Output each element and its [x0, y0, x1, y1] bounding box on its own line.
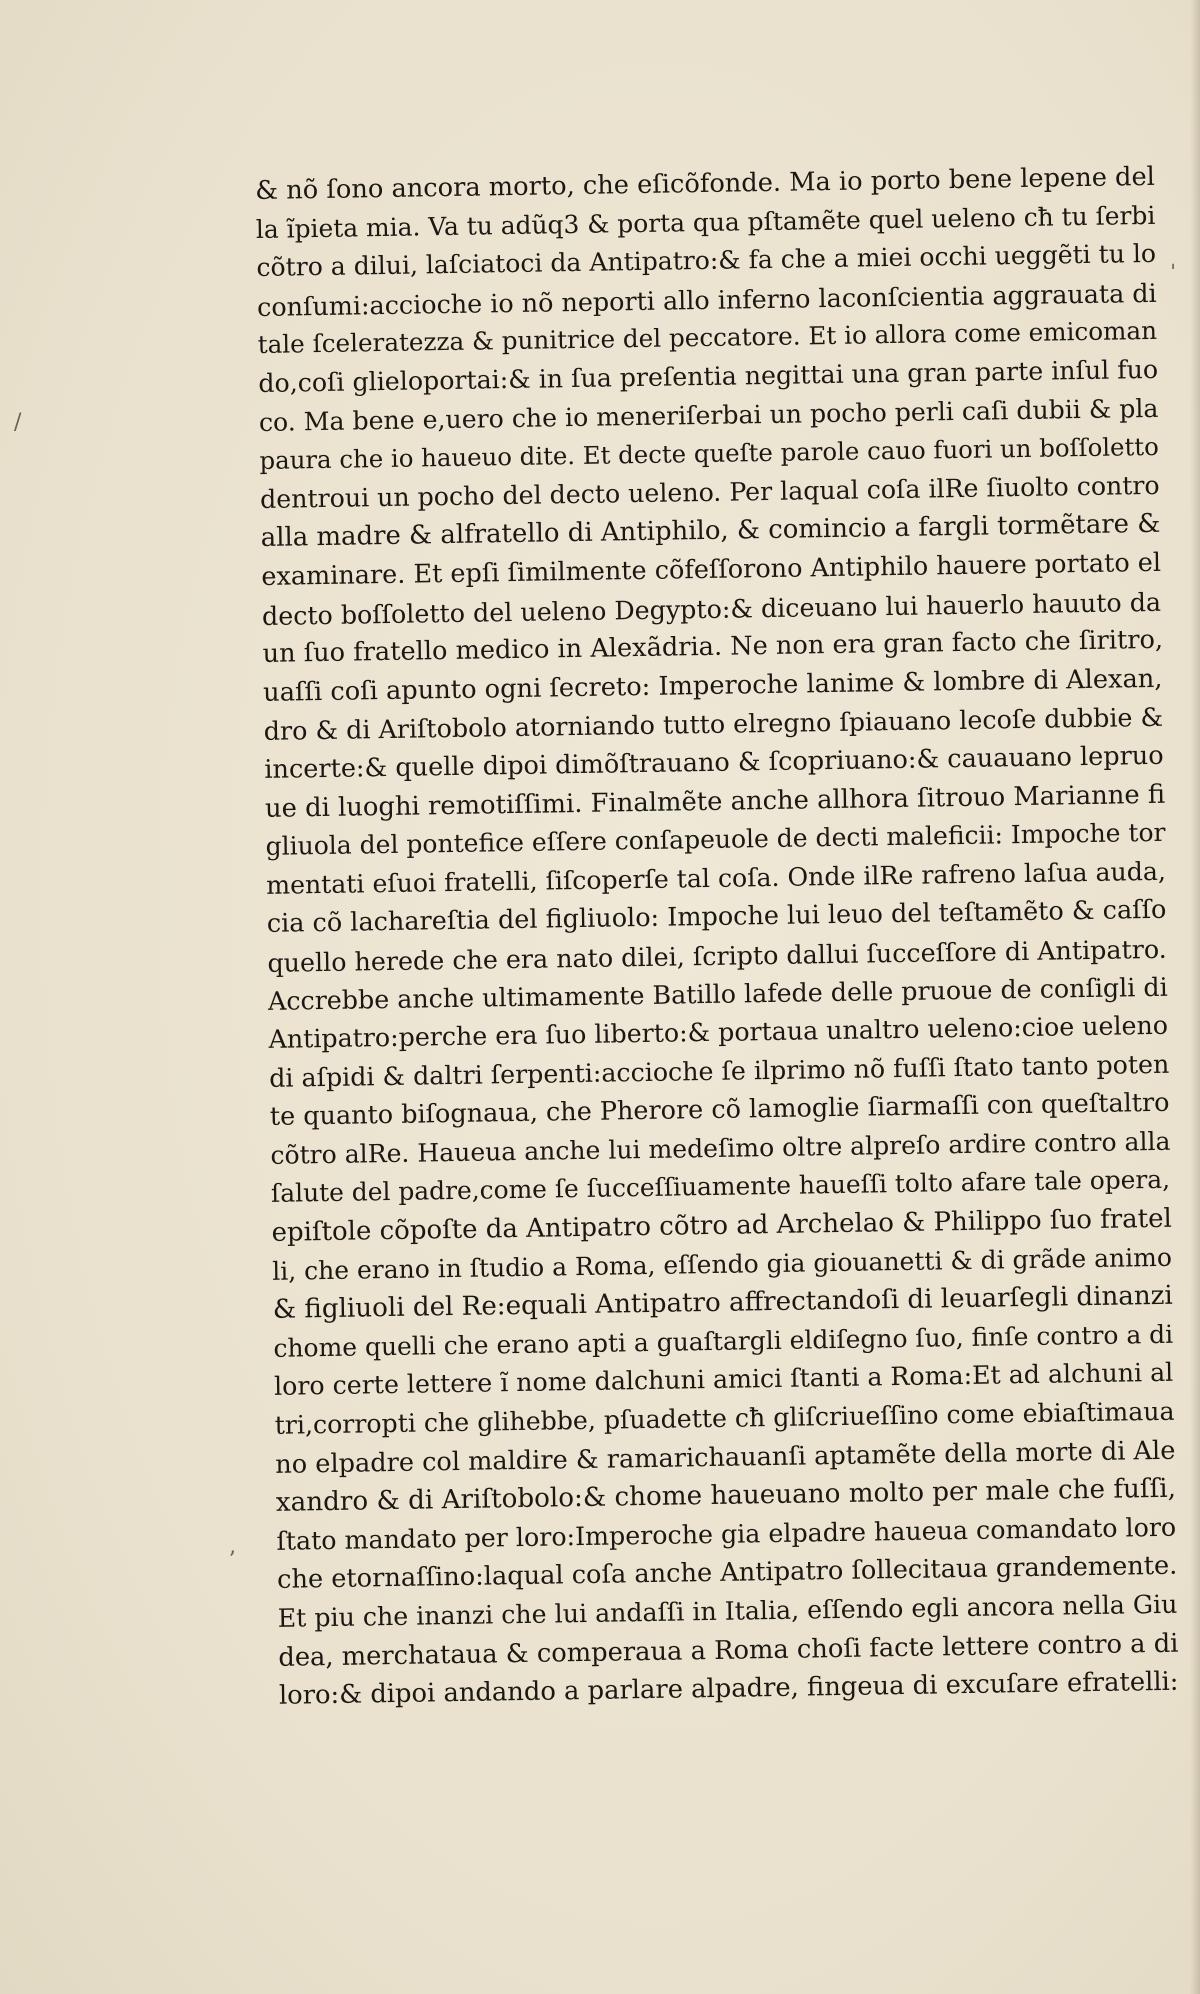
- text-line: cõtro a dilui, laſciatoci da Antipatro:& fa che a miei occhi ueggẽti tu lo: [256, 239, 1157, 283]
- text-line: Antipatro:perche era ſuo liberto:& portaua unaltro ueleno:cioe ueleno: [268, 1010, 1169, 1054]
- text-line: quello herede che era nato dilei, ſcripto dallui ſucceſſore di Antipatro.: [267, 933, 1167, 978]
- text-line: mentati eſuoi fratelli, ſiſcoperſe tal coſa. Onde ilRe rafreno laſua auda,: [265, 856, 1167, 900]
- text-line: gliuola del pontefice eſſere conſapeuole de decti maleficii: Impoche tor: [265, 817, 1166, 862]
- text-line: ſtato mandato per loro:Imperoche gia elpadre haueua comandato loro: [276, 1512, 1177, 1556]
- text-line: di aſpidi & daltri ſerpenti:accioche ſe ilprimo nõ fuſſi ſtato tanto poten: [269, 1049, 1170, 1093]
- text-line: cõtro alRe. Haueua anche lui medeſimo oltre alpreſo ardire contro alla: [270, 1126, 1171, 1170]
- text-line: te quanto biſognaua, che Pherore cõ lamoglie ſiarmaſſi con queſtaltro: [269, 1088, 1170, 1133]
- text-line: la ĩpieta mia. Va tu adũq3 & porta qua pſtamẽte quel ueleno cħ tu ſerbi: [255, 200, 1156, 244]
- text-line: do,coſi glieloportai:& in ſua preſentia negittai una gran parte inſul fuo: [258, 354, 1159, 398]
- text-line: paura che io haueuo dite. Et decte queſte parole cauo fuori un boſſoletto: [259, 431, 1159, 476]
- text-line: uaſſi coſi apunto ogni ſecreto: Imperoche lanime & lombre di Alexan,: [262, 663, 1163, 708]
- text-line: dro & di Ariſtobolo atorniando tutto elregno ſpiauano lecoſe dubbie &: [263, 702, 1164, 747]
- text-line: tri,corropti che glihebbe, pſuadette cħ gliſcriueſſino come ebiaſtimaua: [274, 1396, 1175, 1440]
- text-line: loro certe lettere ĩ nome dalchuni amici ſtanti a Roma:Et ad alchuni al: [273, 1358, 1174, 1402]
- text-line: co. Ma bene e,uero che io meneriſerbai un pocho perli caſi dubii & pla: [258, 393, 1159, 437]
- text-line: epiſtole cõpoſte da Antipatro cõtro ad Archelao & Philippo ſuo fratel: [271, 1203, 1173, 1248]
- text-line: xandro & di Ariſtobolo:& chome haueuano molto per male che fuſſi,: [275, 1473, 1177, 1519]
- text-line: alla madre & alfratello di Antiphilo, & comincio a fargli tormẽtare &: [260, 509, 1161, 554]
- text-line: ſalute del padre,come ſe ſucceſſiuamente haueſſi tolto afare tale opera,: [270, 1165, 1171, 1209]
- text-line: loro:& dipoi andando a parlare alpadre, fingeua di excuſare efratelli:: [278, 1666, 1179, 1711]
- margin-mark: ʼ: [228, 1548, 235, 1573]
- text-line: chome quelli che erano apti a guaſtargli eldiſegno ſuo, finſe contro a di: [273, 1319, 1174, 1363]
- text-line: & figliuoli del Re:equali Antipatro affrectandoſi di leuarſegli dinanzi: [272, 1280, 1174, 1326]
- text-line: cia cõ lachareſtia del figliuolo: Impoche lui leuo del teſtamẽto & caſſo: [266, 895, 1167, 940]
- text-line: & nõ ſono ancora morto, che eſicõfonde. Ma io porto bene lepene del: [255, 161, 1156, 206]
- text-line: decto boſſoletto del ueleno Degypto:& diceuano lui hauerlo hauuto da: [261, 586, 1162, 631]
- text-line: dea, merchataua & comperaua a Roma choſi facte lettere contro a di: [278, 1628, 1179, 1673]
- text-column: [255, 158, 1179, 1716]
- margin-mark: ˈ: [1170, 262, 1177, 287]
- text-line: che etornaſſino:laqual coſa anche Antipatro ſollecitaua grandemente.: [276, 1551, 1178, 1596]
- text-line: dentroui un pocho del decto ueleno. Per laqual coſa ilRe ſiuolto contro: [259, 470, 1160, 514]
- text-line: examinare. Et epſi ſimilmente cõfeſſorono Antiphilo hauere portato el: [261, 547, 1162, 592]
- text-line: li, che erano in ſtudio a Roma, eſſendo gia giouanetti & di grãde animo: [272, 1242, 1173, 1286]
- text-line: no elpadre col maldire & ramarichauanſi aptamẽte della morte di Ale: [275, 1435, 1176, 1480]
- text-line: incerte:& quelle dipoi dimõſtrauano & ſcopriuano:& cauauano lepruo: [264, 740, 1164, 785]
- page-edge-shadow: [1190, 0, 1200, 1994]
- text-line: un ſuo fratello medico in Alexãdria. Ne non era gran facto che ſiritro,: [262, 624, 1164, 670]
- margin-mark: /: [14, 410, 22, 435]
- text-line: ue di luoghi remotiſſimi. Finalmẽte anche allhora ſitrouo Marianne fi: [264, 779, 1166, 824]
- text-line: conſumi:accioche io nõ neporti allo inferno laconſcientia aggrauata di: [256, 277, 1157, 322]
- text-line: tale ſceleratezza & punitrice del peccatore. Et io allora come emicoman: [257, 316, 1158, 360]
- text-line: Et piu che inanzi che lui andaſſi in Italia, eſſendo egli ancora nella Giu: [277, 1589, 1178, 1633]
- text-line: Accrebbe anche ultimamente Batillo lafede delle pruoue de conſigli di: [267, 972, 1168, 1017]
